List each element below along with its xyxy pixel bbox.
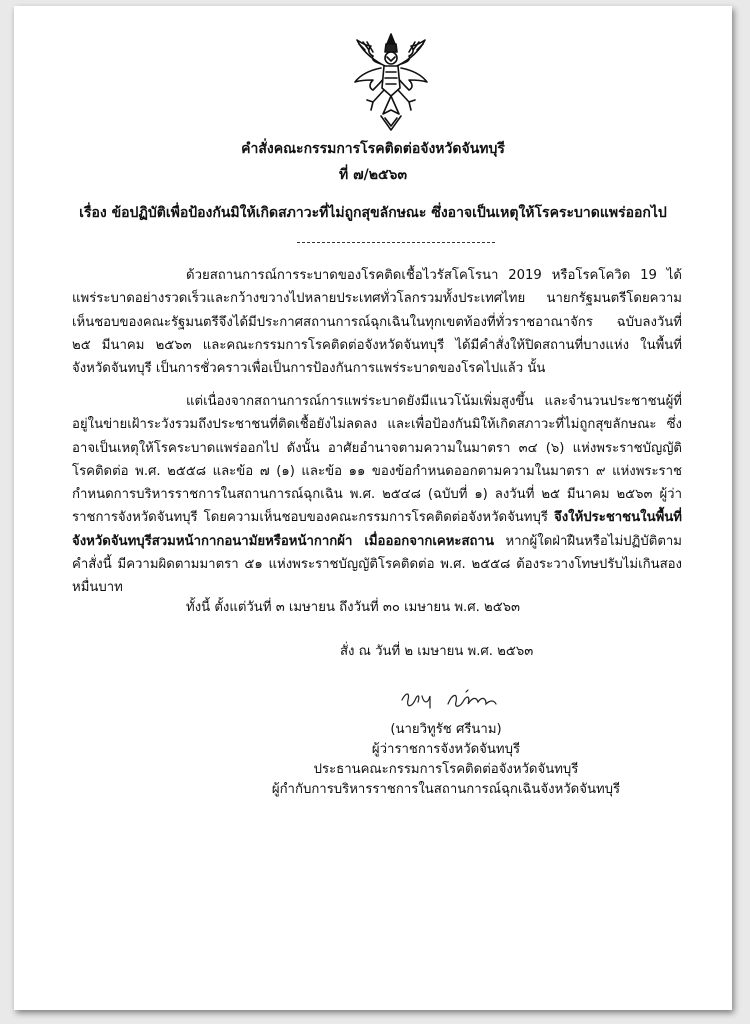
effective-period: ทั้งนี้ ตั้งแต่วันที่ ๓ เมษายน ถึงวันที่ ๓๐ เมษายน พ.ศ. ๒๕๖๓ <box>186 600 521 615</box>
paragraph-1-text: ด้วยสถานการณ์การระบาดของโรคติดเชื้อไวรัสโคโรนา 2019 หรือโรคโควิด 19 ได้แพร่ระบาดอย่างรวดเร็วและกว้างขวางไปหลายประเทศทั่วโลกรวมทั้งประเทศไทย นายกรัฐมนตรีโดยความเห็นชอบของคณะรัฐมนตรีจึงได้มีประกาศสถานการณ์ฉุกเฉินในทุกเขตท้องที่ทั่วราชอาณาจักร ฉบับลงวันที่ ๒๕ มีนาคม ๒๕๖๓ และคณะกรรมการโรคติดต่อจังหวัดจันทบุรี ได้มีคำสั่งให้ปิดสถานที่บางแห่ง ในพื้นที่จังหวัดจันทบุรี เป็นการชั่วคราวเพื่อเป็นการป้องกันการแพร่ระบาดของโรคไปแล้ว นั้น <box>72 268 682 377</box>
signatory-position-3: ผู้กำกับการบริหารราชการในสถานการณ์ฉุกเฉินจังหวัดจันทบุรี <box>271 782 621 797</box>
order-title: คำสั่งคณะกรรมการโรคติดต่อจังหวัดจันทบุรี <box>241 141 505 157</box>
order-number: ที่ ๗/๒๕๖๓ <box>338 167 408 183</box>
signatory-position-1: ผู้ว่าราชการจังหวัดจันทบุรี <box>371 742 521 757</box>
signatory-position-2: ประธานคณะกรรมการโรคติดต่อจังหวัดจันทบุรี <box>313 762 579 777</box>
paragraph-1 <box>72 264 682 380</box>
paragraph-2-penalty: หากผู้ใดฝ่าฝืนหรือไม่ปฏิบัติตามคำสั่งนี้ มีความผิดตามมาตรา ๕๑ แห่งพระราชบัญญัติโรคติดต่อ พ.ศ. ๒๕๕๘ ต้องระวางโทษปรับไม่เกินสองหมื่นบาท <box>72 533 682 596</box>
paragraph-2 <box>72 390 682 600</box>
paragraph-2-main: แต่เนื่องจากสถานการณ์การแพร่ระบาดยังมีแนวโน้มเพิ่มสูงขึ้น และจำนวนประชาชนผู้ที่อยู่ในข่ายเฝ้าระวังรวมถึงประชาชนที่ติดเชื้อยังไม่ลดลง และเพื่อป้องกันมิให้เกิดสภาวะที่ไม่ถูกสุขลักษณะ ซึ่งอาจเป็นเหตุให้โรคระบาดแพร่ออกไป ดังนั้น อาศัยอำนาจตามความในมาตรา ๓๔ (๖) แห่งพระราชบัญญัติโรคติดต่อ พ.ศ. ๒๕๕๘ และข้อ ๗ (๑) และข้อ ๑๑ ของข้อกำหนดออกตามความในมาตรา ๙ แห่งพระราชกำหนดการบริหารราชการในสถานการณ์ฉุกเฉิน พ.ศ. ๒๕๔๘ (ฉบับที่ ๑) ลงวันที่ ๒๕ มีนาคม ๒๕๖๓ ผู้ว่าราชการจังหวัดจันทบุรี โดยความเห็นชอบของคณะกรรมการโรคติดต่อจังหวัดจันทบุรี <box>72 394 682 526</box>
paragraph-2-order: จึงให้ประชาชนในพื้นที่จังหวัดจันทบุรีสวมหน้ากากอนามัยหรือหน้ากากผ้า เมื่อออกจากเคหะสถาน <box>72 510 682 549</box>
heading-divider <box>297 242 495 243</box>
paragraph-2-text <box>72 390 682 600</box>
garuda-emblem-icon <box>351 30 431 134</box>
signatory-block <box>266 720 626 800</box>
order-subject: เรื่อง ข้อปฏิบัติเพื่อป้องกันมิให้เกิดสภาวะที่ไม่ถูกสุขลักษณะ ซึ่งอาจเป็นเหตุให้โรคระบาดแพร่ออกไป <box>79 205 667 221</box>
handwritten-signature <box>396 686 526 716</box>
signatory-name: (นายวิทูรัช ศรีนาม) <box>390 722 502 737</box>
order-date: สั่ง ณ วันที่ ๒ เมษายน พ.ศ. ๒๕๖๓ <box>340 644 534 659</box>
document-page <box>14 6 732 1010</box>
